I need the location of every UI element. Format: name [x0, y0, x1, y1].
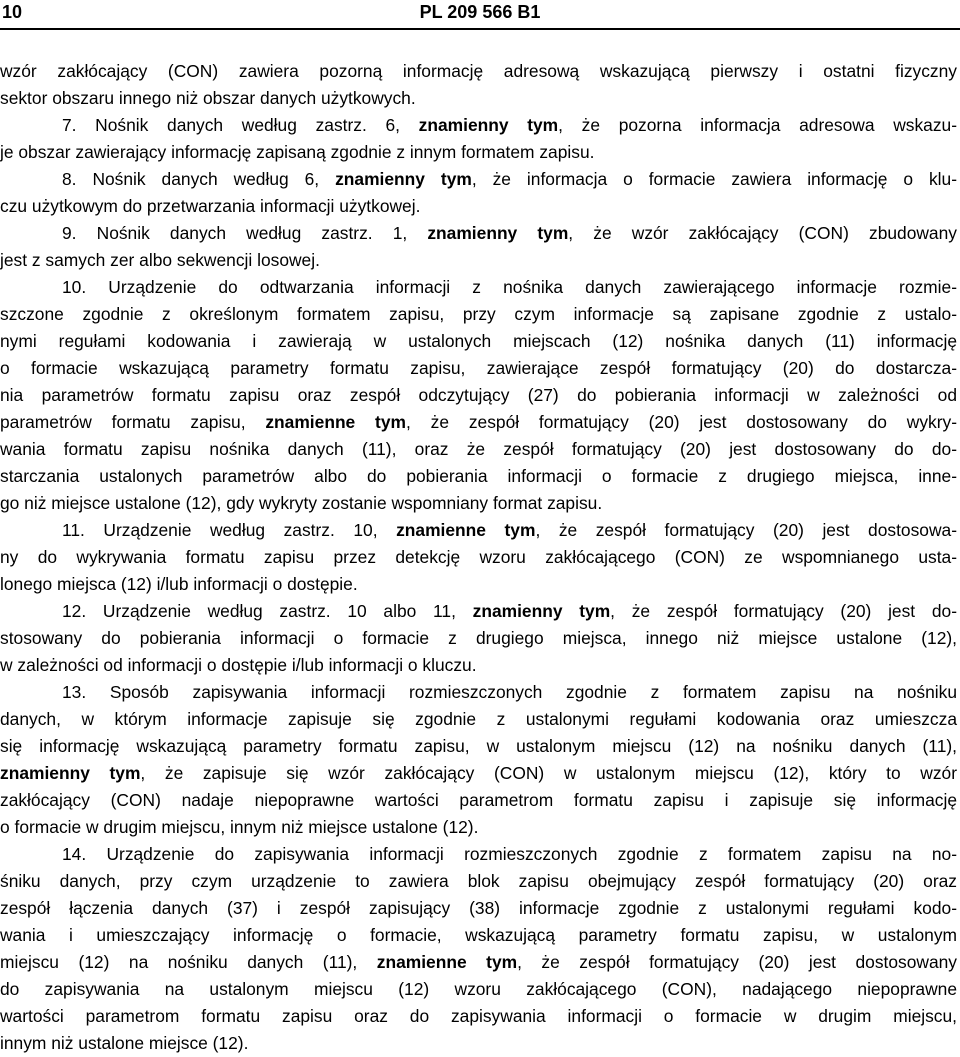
text-line	[0, 274, 957, 301]
line-text: , że zespół formatujący (20) jest dostosowa-	[535, 520, 957, 540]
line-text: nia parametrów formatu zapisu oraz zespół odczytujący (27) do pobierania informacji w zależności od	[0, 385, 957, 405]
text-line	[0, 760, 957, 787]
line-text: 9. Nośnik danych według zastrz. 1,	[62, 223, 428, 243]
text-line	[0, 814, 957, 841]
line-text: 7. Nośnik danych według zastrz. 6,	[62, 115, 419, 135]
text-line	[0, 625, 957, 652]
line-text: 14. Urządzenie do zapisywania informacji rozmieszczonych zgodnie z formatem zapisu na no-	[62, 844, 957, 864]
line-text: sektor obszaru innego niż obszar danych użytkowych.	[0, 88, 416, 108]
line-text: , że zespół formatujący (20) jest dostosowany do wykry-	[405, 412, 957, 432]
text-line	[0, 1003, 957, 1030]
text-line	[0, 193, 957, 220]
line-text: 11. Urządzenie według zastrz. 10,	[62, 520, 397, 540]
line-text: ny do wykrywania formatu zapisu przez detekcję wzoru zakłócającego (CON) ze wspomnianego usta-	[0, 547, 957, 567]
text-line	[0, 247, 957, 274]
line-text: o formacie w drugim miejscu, innym niż miejsce ustalone (12).	[0, 817, 479, 837]
claim-keyword: znamienny tym	[335, 169, 472, 189]
claim-keyword: znamienne tym	[265, 412, 406, 432]
line-text: czu użytkowym do przetwarzania informacji użytkowej.	[0, 196, 421, 216]
line-text: starczania ustalonych parametrów albo do pobierania informacji o formacie z drugiego miejsca, inne-	[0, 466, 957, 486]
line-text: wartości parametrom formatu zapisu oraz do zapisywania informacji o formacie w drugim miejscu,	[0, 1006, 957, 1026]
line-text: lonego miejsca (12) i/lub informacji o dostępie.	[0, 574, 358, 594]
text-line	[0, 1030, 957, 1057]
text-line	[0, 787, 957, 814]
claim-keyword: znamienny tym	[0, 763, 141, 783]
line-text: 13. Sposób zapisywania informacji rozmieszczonych zgodnie z formatem zapisu na nośniku	[62, 682, 957, 702]
text-line	[0, 382, 957, 409]
text-line	[0, 706, 957, 733]
line-text: wania formatu zapisu nośnika danych (11), oraz że zespół formatujący (20) jest dostosowany do do-	[0, 439, 957, 459]
line-text: parametrów formatu zapisu,	[0, 412, 266, 432]
line-text: 10. Urządzenie do odtwarzania informacji z nośnika danych zawierającego informacje rozmie-	[62, 277, 957, 297]
line-text: , że zapisuje się wzór zakłócający (CON) w ustalonym miejscu (12), który to wzór	[140, 763, 957, 783]
line-text: szczone zgodnie z określonym formatem zapisu, przy czym informacje są zapisane zgodnie z ustalo-	[0, 304, 957, 324]
line-text: 8. Nośnik danych według 6,	[62, 169, 336, 189]
line-text: się informację wskazującą parametry formatu zapisu, w ustalonym miejscu (12) na nośniku danych (11),	[0, 736, 957, 756]
text-line	[0, 571, 957, 598]
line-text: danych, w którym informacje zapisuje się zgodnie z ustalonymi regułami kodowania oraz umieszcza	[0, 709, 957, 729]
claims-text	[0, 58, 957, 1057]
line-text: , że zespół formatujący (20) jest do-	[610, 601, 957, 621]
claim-keyword: znamienny tym	[427, 223, 569, 243]
line-text: , że pozorna informacja adresowa wskazu-	[558, 115, 957, 135]
line-text: zespół łączenia danych (37) i zespół zapisujący (38) informacje zgodnie z ustalonymi regułami kodo-	[0, 898, 957, 918]
text-line	[0, 949, 957, 976]
text-line	[0, 328, 957, 355]
text-line	[0, 166, 957, 193]
patent-id: PL 209 566 B1	[419, 2, 541, 22]
text-line	[0, 436, 957, 463]
line-text: , że informacja o formacie zawiera informację o klu-	[471, 169, 957, 189]
text-line	[0, 58, 957, 85]
page-header	[0, 0, 960, 26]
line-text: go niż miejsce ustalone (12), gdy wykryty zostanie wspomniany format zapisu.	[0, 493, 603, 513]
text-line	[0, 733, 957, 760]
text-line	[0, 841, 957, 868]
line-text: stosowany do pobierania informacji o formacie z drugiego miejsca, innego niż miejsce ustalone (12),	[0, 628, 957, 648]
text-line	[0, 409, 957, 436]
claim-keyword: znamienny tym	[418, 115, 559, 135]
text-line	[0, 976, 957, 1003]
text-line	[0, 598, 957, 625]
page-number: 10	[2, 2, 23, 22]
text-line	[0, 220, 957, 247]
line-text: wzór zakłócający (CON) zawiera pozorną informację adresową wskazującą pierwszy i ostatni fizyczny	[0, 61, 957, 81]
claim-keyword: znamienne tym	[376, 952, 518, 972]
line-text: śniku danych, przy czym urządzenie to zawiera blok zapisu obejmujący zespół formatujący (20) oraz	[0, 871, 957, 891]
line-text: , że zespół formatujący (20) jest dostosowany	[517, 952, 957, 972]
line-text: nymi regułami kodowania i zawierają w ustalonych miejscach (12) nośnika danych (11) informację	[0, 331, 957, 351]
text-line	[0, 112, 957, 139]
text-line	[0, 490, 957, 517]
text-line	[0, 301, 957, 328]
claim-keyword: znamienny tym	[472, 601, 611, 621]
line-text: , że wzór zakłócający (CON) zbudowany	[568, 223, 957, 243]
text-line	[0, 463, 957, 490]
line-text: miejscu (12) na nośniku danych (11),	[0, 952, 377, 972]
text-line	[0, 139, 957, 166]
text-line	[0, 868, 957, 895]
line-text: jest z samych zer albo sekwencji losowej.	[0, 250, 320, 270]
text-line	[0, 652, 957, 679]
text-line	[0, 922, 957, 949]
text-line	[0, 355, 957, 382]
text-line	[0, 517, 957, 544]
line-text: innym niż ustalone miejsce (12).	[0, 1033, 249, 1053]
line-text: 12. Urządzenie według zastrz. 10 albo 11,	[62, 601, 473, 621]
line-text: o formacie wskazującą parametry formatu zapisu, zawierające zespół formatujący (20) do dostarcza-	[0, 358, 957, 378]
text-line	[0, 85, 957, 112]
line-text: w zależności od informacji o dostępie i/lub informacji o kluczu.	[0, 655, 477, 675]
claim-keyword: znamienne tym	[396, 520, 536, 540]
line-text: wania i umieszczający informację o formacie, wskazującą parametry formatu zapisu, w ustalonym	[0, 925, 957, 945]
line-text: do zapisywania na ustalonym miejscu (12) wzoru zakłócającego (CON), nadającego niepoprawne	[0, 979, 957, 999]
text-line	[0, 679, 957, 706]
text-line	[0, 895, 957, 922]
line-text: zakłócający (CON) nadaje niepoprawne wartości parametrom formatu zapisu i zapisuje się informację	[0, 790, 957, 810]
line-text: je obszar zawierający informację zapisaną zgodnie z innym formatem zapisu.	[0, 142, 595, 162]
header-rule	[0, 28, 960, 30]
text-line	[0, 544, 957, 571]
